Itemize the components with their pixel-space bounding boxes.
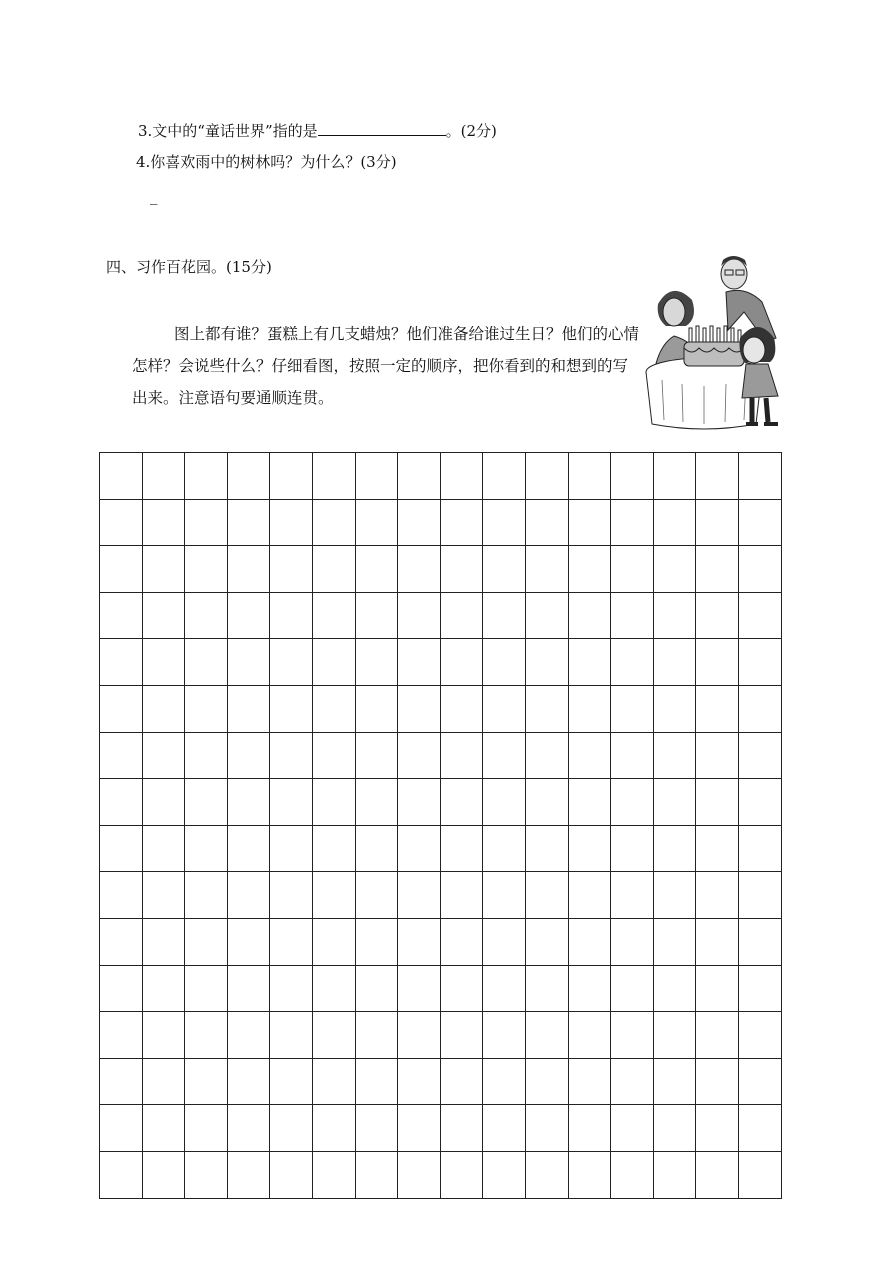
- grid-cell[interactable]: [483, 732, 526, 779]
- birthday-family-illustration: [642, 252, 800, 434]
- grid-cell[interactable]: [440, 1105, 483, 1152]
- grid-cell[interactable]: [142, 546, 185, 593]
- grid-cell[interactable]: [611, 918, 654, 965]
- grid-cell[interactable]: [525, 546, 568, 593]
- grid-cell[interactable]: [227, 639, 270, 686]
- grid-cell[interactable]: [696, 1058, 739, 1105]
- grid-cell[interactable]: [100, 1012, 143, 1059]
- grid-cell[interactable]: [312, 546, 355, 593]
- grid-cell[interactable]: [100, 1058, 143, 1105]
- grid-row: [100, 779, 782, 826]
- grid-cell[interactable]: [227, 872, 270, 919]
- grid-cell[interactable]: [355, 592, 398, 639]
- grid-cell[interactable]: [227, 546, 270, 593]
- grid-cell[interactable]: [611, 639, 654, 686]
- grid-cell[interactable]: [653, 499, 696, 546]
- grid-cell[interactable]: [398, 918, 441, 965]
- grid-cell[interactable]: [696, 639, 739, 686]
- grid-cell[interactable]: [611, 592, 654, 639]
- writing-prompt: [132, 318, 642, 414]
- grid-cell[interactable]: [440, 825, 483, 872]
- grid-cell[interactable]: [398, 825, 441, 872]
- grid-cell[interactable]: [142, 872, 185, 919]
- grid-cell[interactable]: [525, 1012, 568, 1059]
- grid-cell[interactable]: [568, 546, 611, 593]
- grid-cell[interactable]: [696, 592, 739, 639]
- grid-cell[interactable]: [525, 732, 568, 779]
- grid-cell[interactable]: [696, 499, 739, 546]
- grid-cell[interactable]: [611, 453, 654, 500]
- grid-cell[interactable]: [398, 1058, 441, 1105]
- grid-cell[interactable]: [696, 872, 739, 919]
- grid-cell[interactable]: [312, 592, 355, 639]
- grid-cell[interactable]: [185, 779, 228, 826]
- grid-cell[interactable]: [738, 1105, 781, 1152]
- grid-row: [100, 453, 782, 500]
- grid-cell[interactable]: [270, 825, 313, 872]
- grid-cell[interactable]: [568, 685, 611, 732]
- grid-cell[interactable]: [398, 499, 441, 546]
- grid-cell[interactable]: [568, 1058, 611, 1105]
- grid-cell[interactable]: [227, 453, 270, 500]
- grid-cell[interactable]: [738, 825, 781, 872]
- grid-cell[interactable]: [738, 732, 781, 779]
- grid-cell[interactable]: [355, 546, 398, 593]
- grid-cell[interactable]: [738, 918, 781, 965]
- grid-cell[interactable]: [440, 639, 483, 686]
- grid-cell[interactable]: [568, 1151, 611, 1198]
- grid-cell[interactable]: [227, 499, 270, 546]
- grid-cell[interactable]: [142, 732, 185, 779]
- grid-cell[interactable]: [696, 732, 739, 779]
- grid-cell[interactable]: [227, 1012, 270, 1059]
- grid-row: [100, 1058, 782, 1105]
- grid-cell[interactable]: [355, 965, 398, 1012]
- grid-cell[interactable]: [270, 639, 313, 686]
- grid-cell[interactable]: [100, 918, 143, 965]
- grid-cell[interactable]: [611, 685, 654, 732]
- grid-cell[interactable]: [398, 1012, 441, 1059]
- grid-cell[interactable]: [525, 1151, 568, 1198]
- grid-cell[interactable]: [568, 918, 611, 965]
- grid-cell[interactable]: [653, 825, 696, 872]
- grid-cell[interactable]: [355, 1058, 398, 1105]
- grid-cell[interactable]: [355, 639, 398, 686]
- grid-cell[interactable]: [355, 918, 398, 965]
- grid-cell[interactable]: [312, 732, 355, 779]
- grid-cell[interactable]: [312, 685, 355, 732]
- grid-cell[interactable]: [525, 592, 568, 639]
- grid-cell[interactable]: [312, 965, 355, 1012]
- grid-cell[interactable]: [440, 1058, 483, 1105]
- grid-cell[interactable]: [142, 965, 185, 1012]
- grid-cell[interactable]: [312, 1058, 355, 1105]
- grid-cell[interactable]: [653, 732, 696, 779]
- grid-cell[interactable]: [483, 499, 526, 546]
- writing-grid-body: [100, 453, 782, 1199]
- question-3: [138, 119, 497, 141]
- grid-cell[interactable]: [611, 965, 654, 1012]
- grid-cell[interactable]: [738, 965, 781, 1012]
- grid-cell[interactable]: [483, 825, 526, 872]
- grid-cell[interactable]: [653, 639, 696, 686]
- grid-cell[interactable]: [398, 685, 441, 732]
- grid-cell[interactable]: [696, 1012, 739, 1059]
- grid-cell[interactable]: [100, 546, 143, 593]
- grid-cell[interactable]: [185, 732, 228, 779]
- grid-cell[interactable]: [185, 546, 228, 593]
- grid-cell[interactable]: [185, 685, 228, 732]
- grid-cell[interactable]: [185, 825, 228, 872]
- grid-cell[interactable]: [696, 1151, 739, 1198]
- grid-row: [100, 1105, 782, 1152]
- grid-cell[interactable]: [525, 872, 568, 919]
- grid-cell[interactable]: [611, 1151, 654, 1198]
- answer-blank-q3[interactable]: [318, 119, 446, 136]
- grid-cell[interactable]: [100, 825, 143, 872]
- grid-cell[interactable]: [312, 918, 355, 965]
- grid-cell[interactable]: [440, 546, 483, 593]
- grid-cell[interactable]: [270, 1105, 313, 1152]
- grid-row: [100, 592, 782, 639]
- grid-cell[interactable]: [483, 1012, 526, 1059]
- grid-cell[interactable]: [398, 592, 441, 639]
- grid-cell[interactable]: [653, 546, 696, 593]
- grid-cell[interactable]: [355, 499, 398, 546]
- grid-cell[interactable]: [568, 499, 611, 546]
- answer-stub-q4[interactable]: _: [150, 187, 158, 205]
- grid-cell[interactable]: [440, 1012, 483, 1059]
- grid-cell[interactable]: [440, 965, 483, 1012]
- grid-cell[interactable]: [142, 779, 185, 826]
- grid-cell[interactable]: [142, 592, 185, 639]
- grid-cell[interactable]: [440, 685, 483, 732]
- grid-cell[interactable]: [525, 1058, 568, 1105]
- grid-cell[interactable]: [398, 779, 441, 826]
- grid-cell[interactable]: [568, 965, 611, 1012]
- grid-cell[interactable]: [738, 639, 781, 686]
- grid-cell[interactable]: [185, 918, 228, 965]
- grid-row: [100, 639, 782, 686]
- grid-cell[interactable]: [227, 1105, 270, 1152]
- grid-cell[interactable]: [142, 1012, 185, 1059]
- grid-cell[interactable]: [312, 499, 355, 546]
- grid-cell[interactable]: [525, 825, 568, 872]
- grid-cell[interactable]: [270, 685, 313, 732]
- grid-cell[interactable]: [185, 499, 228, 546]
- grid-cell[interactable]: [653, 685, 696, 732]
- grid-row: [100, 732, 782, 779]
- grid-cell[interactable]: [611, 732, 654, 779]
- grid-cell[interactable]: [355, 453, 398, 500]
- grid-cell[interactable]: [142, 1151, 185, 1198]
- grid-cell[interactable]: [185, 1012, 228, 1059]
- grid-cell[interactable]: [227, 592, 270, 639]
- grid-cell[interactable]: [653, 1058, 696, 1105]
- grid-cell[interactable]: [185, 592, 228, 639]
- grid-cell[interactable]: [483, 1105, 526, 1152]
- grid-cell[interactable]: [568, 453, 611, 500]
- grid-cell[interactable]: [312, 825, 355, 872]
- grid-cell[interactable]: [525, 639, 568, 686]
- grid-cell[interactable]: [483, 1058, 526, 1105]
- grid-cell[interactable]: [696, 779, 739, 826]
- grid-cell[interactable]: [270, 453, 313, 500]
- grid-cell[interactable]: [142, 685, 185, 732]
- grid-cell[interactable]: [100, 1151, 143, 1198]
- grid-cell[interactable]: [355, 872, 398, 919]
- grid-cell[interactable]: [568, 639, 611, 686]
- grid-row: [100, 1151, 782, 1198]
- grid-cell[interactable]: [185, 872, 228, 919]
- grid-cell[interactable]: [270, 1151, 313, 1198]
- grid-cell[interactable]: [100, 639, 143, 686]
- grid-cell[interactable]: [355, 825, 398, 872]
- grid-cell[interactable]: [483, 779, 526, 826]
- grid-cell[interactable]: [100, 732, 143, 779]
- grid-cell[interactable]: [312, 1012, 355, 1059]
- grid-cell[interactable]: [525, 1105, 568, 1152]
- grid-cell[interactable]: [440, 779, 483, 826]
- grid-cell[interactable]: [142, 825, 185, 872]
- grid-cell[interactable]: [440, 918, 483, 965]
- grid-cell[interactable]: [398, 1151, 441, 1198]
- grid-cell[interactable]: [227, 918, 270, 965]
- grid-cell[interactable]: [611, 1058, 654, 1105]
- grid-row: [100, 1012, 782, 1059]
- grid-cell[interactable]: [568, 732, 611, 779]
- grid-row: [100, 872, 782, 919]
- grid-cell[interactable]: [440, 453, 483, 500]
- grid-cell[interactable]: [270, 1012, 313, 1059]
- grid-cell[interactable]: [653, 453, 696, 500]
- grid-cell[interactable]: [312, 1105, 355, 1152]
- grid-cell[interactable]: [100, 965, 143, 1012]
- grid-cell[interactable]: [270, 499, 313, 546]
- grid-cell[interactable]: [738, 685, 781, 732]
- grid-cell[interactable]: [270, 872, 313, 919]
- grid-cell[interactable]: [355, 1151, 398, 1198]
- grid-cell[interactable]: [100, 872, 143, 919]
- grid-cell[interactable]: [483, 639, 526, 686]
- grid-cell[interactable]: [142, 639, 185, 686]
- grid-cell[interactable]: [568, 1105, 611, 1152]
- grid-cell[interactable]: [611, 1105, 654, 1152]
- question-3-text: 3.文中的“童话世界”指的是: [138, 122, 318, 140]
- grid-cell[interactable]: [227, 965, 270, 1012]
- grid-cell[interactable]: [185, 1058, 228, 1105]
- grid-cell[interactable]: [696, 685, 739, 732]
- grid-row: [100, 685, 782, 732]
- grid-cell[interactable]: [100, 1105, 143, 1152]
- grid-cell[interactable]: [270, 592, 313, 639]
- grid-cell[interactable]: [525, 965, 568, 1012]
- grid-row: [100, 825, 782, 872]
- grid-cell[interactable]: [227, 732, 270, 779]
- grid-cell[interactable]: [611, 825, 654, 872]
- grid-cell[interactable]: [270, 779, 313, 826]
- grid-cell[interactable]: [738, 1058, 781, 1105]
- grid-cell[interactable]: [398, 1105, 441, 1152]
- grid-cell[interactable]: [568, 872, 611, 919]
- grid-cell[interactable]: [440, 872, 483, 919]
- grid-cell[interactable]: [440, 592, 483, 639]
- grid-cell[interactable]: [653, 779, 696, 826]
- grid-row: [100, 965, 782, 1012]
- grid-cell[interactable]: [100, 685, 143, 732]
- grid-cell[interactable]: [142, 1058, 185, 1105]
- grid-cell[interactable]: [568, 592, 611, 639]
- grid-cell[interactable]: [312, 872, 355, 919]
- grid-cell[interactable]: [738, 592, 781, 639]
- grid-cell[interactable]: [653, 1012, 696, 1059]
- section-4-title: 四、习作百花园。(15分): [106, 258, 272, 276]
- grid-cell[interactable]: [483, 918, 526, 965]
- grid-cell[interactable]: [525, 918, 568, 965]
- grid-cell[interactable]: [185, 1151, 228, 1198]
- grid-cell[interactable]: [696, 453, 739, 500]
- grid-row: [100, 499, 782, 546]
- question-4: 4.你喜欢雨中的树林吗？为什么？(3分): [136, 153, 397, 171]
- grid-cell[interactable]: [227, 1058, 270, 1105]
- grid-cell[interactable]: [653, 592, 696, 639]
- grid-cell[interactable]: [568, 779, 611, 826]
- grid-cell[interactable]: [738, 453, 781, 500]
- grid-cell[interactable]: [525, 779, 568, 826]
- grid-cell[interactable]: [738, 1012, 781, 1059]
- grid-cell[interactable]: [483, 685, 526, 732]
- grid-cell[interactable]: [696, 1105, 739, 1152]
- grid-cell[interactable]: [398, 965, 441, 1012]
- grid-cell[interactable]: [738, 546, 781, 593]
- grid-cell[interactable]: [398, 639, 441, 686]
- grid-cell[interactable]: [611, 499, 654, 546]
- grid-cell[interactable]: [696, 965, 739, 1012]
- grid-cell[interactable]: [440, 732, 483, 779]
- grid-cell[interactable]: [270, 965, 313, 1012]
- grid-cell[interactable]: [696, 546, 739, 593]
- grid-cell[interactable]: [312, 1151, 355, 1198]
- grid-cell[interactable]: [440, 1151, 483, 1198]
- grid-cell[interactable]: [100, 592, 143, 639]
- grid-cell[interactable]: [185, 639, 228, 686]
- grid-cell[interactable]: [227, 685, 270, 732]
- grid-cell[interactable]: [611, 1012, 654, 1059]
- grid-cell[interactable]: [653, 1151, 696, 1198]
- grid-cell[interactable]: [483, 872, 526, 919]
- grid-cell[interactable]: [440, 499, 483, 546]
- grid-cell[interactable]: [185, 453, 228, 500]
- grid-cell[interactable]: [738, 499, 781, 546]
- grid-cell[interactable]: [653, 1105, 696, 1152]
- grid-cell[interactable]: [355, 732, 398, 779]
- grid-cell[interactable]: [227, 825, 270, 872]
- grid-row: [100, 546, 782, 593]
- grid-cell[interactable]: [142, 1105, 185, 1152]
- grid-cell[interactable]: [355, 1012, 398, 1059]
- grid-cell[interactable]: [568, 825, 611, 872]
- grid-cell[interactable]: [270, 918, 313, 965]
- grid-cell[interactable]: [696, 825, 739, 872]
- grid-cell[interactable]: [100, 779, 143, 826]
- grid-cell[interactable]: [738, 1151, 781, 1198]
- writing-prompt-text: 图上都有谁？蛋糕上有几支蜡烛？他们准备给谁过生日？他们的心情怎样？会说些什么？仔细看图，按照一定的顺序，把你看到的和想到的写出来。注意语句要通顺连贯。: [132, 325, 640, 407]
- grid-cell[interactable]: [185, 1105, 228, 1152]
- grid-cell[interactable]: [525, 499, 568, 546]
- grid-cell[interactable]: [142, 453, 185, 500]
- grid-cell[interactable]: [398, 546, 441, 593]
- grid-cell[interactable]: [398, 872, 441, 919]
- grid-cell[interactable]: [312, 779, 355, 826]
- grid-cell[interactable]: [696, 918, 739, 965]
- grid-cell[interactable]: [227, 1151, 270, 1198]
- grid-cell[interactable]: [653, 918, 696, 965]
- grid-cell[interactable]: [483, 592, 526, 639]
- grid-cell[interactable]: [270, 1058, 313, 1105]
- grid-cell[interactable]: [185, 965, 228, 1012]
- grid-cell[interactable]: [611, 872, 654, 919]
- grid-cell[interactable]: [355, 779, 398, 826]
- grid-cell[interactable]: [270, 546, 313, 593]
- grid-row: [100, 918, 782, 965]
- grid-cell[interactable]: [738, 872, 781, 919]
- grid-cell[interactable]: [738, 779, 781, 826]
- grid-cell[interactable]: [568, 1012, 611, 1059]
- grid-cell[interactable]: [398, 732, 441, 779]
- grid-cell[interactable]: [355, 685, 398, 732]
- grid-cell[interactable]: [483, 546, 526, 593]
- grid-cell[interactable]: [525, 453, 568, 500]
- grid-cell[interactable]: [483, 1151, 526, 1198]
- writing-grid[interactable]: [99, 452, 782, 1199]
- grid-cell[interactable]: [483, 965, 526, 1012]
- grid-cell[interactable]: [142, 499, 185, 546]
- grid-cell[interactable]: [227, 779, 270, 826]
- grid-cell[interactable]: [355, 1105, 398, 1152]
- grid-cell[interactable]: [312, 639, 355, 686]
- grid-cell[interactable]: [653, 965, 696, 1012]
- grid-cell[interactable]: [483, 453, 526, 500]
- grid-cell[interactable]: [312, 453, 355, 500]
- grid-cell[interactable]: [653, 872, 696, 919]
- grid-cell[interactable]: [611, 546, 654, 593]
- grid-cell[interactable]: [100, 499, 143, 546]
- grid-cell[interactable]: [398, 453, 441, 500]
- grid-cell[interactable]: [142, 918, 185, 965]
- grid-cell[interactable]: [611, 779, 654, 826]
- grid-cell[interactable]: [525, 685, 568, 732]
- grid-cell[interactable]: [100, 453, 143, 500]
- grid-cell[interactable]: [270, 732, 313, 779]
- question-3-score: 。(2分): [445, 122, 497, 140]
